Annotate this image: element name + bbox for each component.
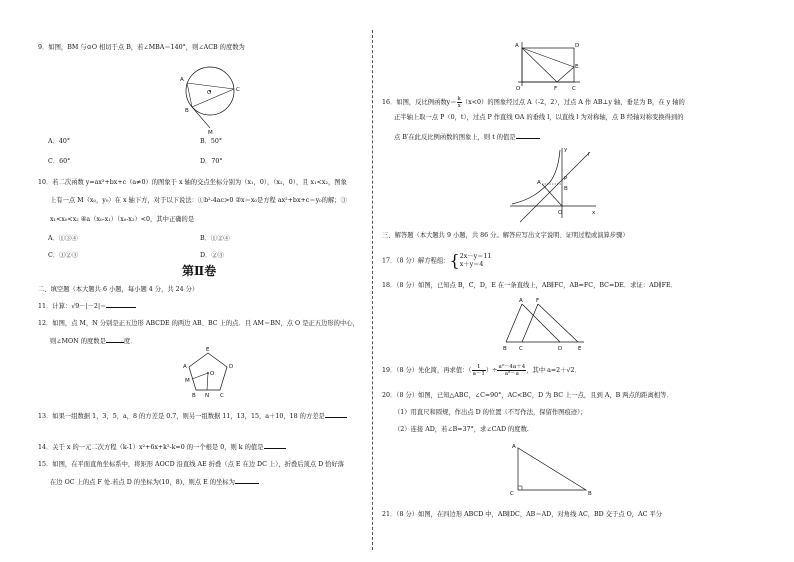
q9-figure bbox=[170, 56, 250, 136]
q9-option-a: A．40° bbox=[48, 138, 71, 145]
q21-text: 21．（8 分）如图，在四边形 ABCD 中，AB∥DC，AB＝AD，对角线 AC，BD 交于点 O，AC 平分 bbox=[382, 511, 663, 518]
column-divider bbox=[372, 30, 373, 550]
q16-fig-label-a: A bbox=[537, 180, 541, 186]
q20-line1: 20．（8 分）如图，已知△ABC，∠C=90°，AC<BC，D 为 BC 上一点，且到 A，B 两点的距离相等． bbox=[382, 392, 673, 399]
q11 bbox=[38, 302, 136, 311]
q17-eq1: 2x－y＝11 bbox=[459, 253, 492, 260]
part2-heading: 二、填空题（本大题共 6 小题，每小题 4 分，共 24 分） bbox=[38, 286, 199, 293]
q9-label-m: M bbox=[208, 130, 213, 136]
fig15-label-o: O bbox=[516, 86, 521, 92]
q19-fraction-2 bbox=[497, 364, 526, 377]
q9-option-c: C．60° bbox=[48, 158, 71, 165]
q16-line3 bbox=[394, 133, 540, 142]
fig15-label-a: A bbox=[515, 43, 519, 49]
fig15-label-c: C bbox=[572, 86, 576, 92]
q12-label-e: E bbox=[206, 347, 210, 353]
q16-frac-num: k bbox=[457, 96, 461, 102]
q14 bbox=[38, 443, 286, 452]
q16-mid: （x<0）的图象经过点 A（-2，2），过点 A 作 AB⊥y 轴，垂足为 B，在 y 轴的 bbox=[461, 99, 685, 106]
q20-figure bbox=[504, 440, 594, 498]
q12-label-a: A bbox=[183, 364, 187, 370]
q16-fig-label-b: B bbox=[564, 186, 568, 192]
q16-fig-label-p: P bbox=[564, 176, 568, 182]
q12-answer-blank bbox=[106, 337, 124, 343]
q12-label-d: D bbox=[229, 364, 234, 370]
q17-pre: 17．（8 分）解方程组： bbox=[382, 257, 450, 265]
q9-stem: 9．如图，BM 与⊙O 相切于点 B，若∠MBA＝140°，则∠ACB 的度数为 bbox=[38, 44, 245, 51]
q12-label-o: O bbox=[210, 371, 215, 377]
q19-f2-num: a²－4a＋4 bbox=[498, 364, 526, 370]
q13-answer-blank bbox=[325, 412, 347, 418]
q12-label-c: C bbox=[220, 393, 224, 399]
q10-option-b: B．①②④ bbox=[200, 235, 230, 242]
q10-line2: 上有一点 M（x₀，y₀）在 x 轴下方，对于以下说法：①b²-4ac>0 ②x＝x₀是方程 ax²+bx+c＝y₀的解；③ bbox=[50, 197, 347, 204]
q16-figure bbox=[506, 146, 598, 222]
fig15-label-e: E bbox=[575, 64, 579, 70]
q16-fig-label-y: y bbox=[564, 147, 568, 153]
q11-answer-blank bbox=[106, 302, 136, 308]
fig15-label-d: D bbox=[575, 43, 580, 49]
q12-line2-tail: 度． bbox=[123, 338, 137, 345]
q18-text: 18．（8 分）如图，已知点 B，C，D，E 在一条直线上，AB∥FC，AB=FC，BC=DE．求证：AD∥FE． bbox=[382, 282, 677, 289]
q9-label-c: C bbox=[236, 87, 240, 93]
q19-fraction-1 bbox=[472, 364, 486, 377]
q19-f2-den: a²－a bbox=[504, 371, 519, 377]
q12-line2-text: 则∠MON 的度数是 bbox=[50, 338, 106, 345]
q9-option-b: B．50° bbox=[200, 138, 223, 145]
q13 bbox=[38, 412, 347, 421]
q11-text: 11．计算：√9－|－2|＝ bbox=[38, 303, 107, 310]
q10-line3: x₁<x₀<x₂ ④a（x₀-x₁）（x₀-x₂）<0，其中正确的是 bbox=[50, 216, 195, 223]
q16-fig-label-l: l bbox=[588, 152, 590, 158]
q12-figure bbox=[180, 346, 240, 404]
q16-answer-blank bbox=[516, 133, 540, 139]
q12-line2 bbox=[50, 337, 136, 346]
q12-label-b: B bbox=[192, 393, 196, 399]
part3-heading: 三、解答题（本大题共 9 小题，共 86 分。解答应写出文字说明、证明过程或演算步骤） bbox=[382, 232, 629, 239]
q16-pre: 16．如图，反比例函数y＝ bbox=[382, 99, 457, 106]
q14-answer-blank bbox=[264, 443, 286, 449]
q18-fig-label-d: D bbox=[558, 346, 563, 352]
q12-line1: 12．如图，点 M，N 分别是正五边形 ABCDE 的两边 AB、BC 上的点．且 AM＝BN，点 O 是正五边形的中心， bbox=[38, 320, 359, 327]
q10-line1: 10．若二次函数 y=ax²+bx+c（a≠0）的图象于 x 轴的交点坐标分别为（x₁，0），（x₂，0），且 x₁<x₂，图象 bbox=[38, 179, 347, 186]
q19-post: ，其中 a=2＋√2． bbox=[526, 367, 581, 374]
q16-fig-label-x: x bbox=[592, 210, 596, 216]
q18-fig-label-a: A bbox=[519, 298, 523, 304]
q20-fig-label-a: A bbox=[512, 444, 516, 450]
q17-system bbox=[460, 253, 492, 269]
q19-f1-den: a－1 bbox=[472, 371, 485, 377]
q16-frac-den: x bbox=[457, 103, 461, 109]
q19-pre: 19．（8 分）先化简，再求值：（ bbox=[382, 367, 472, 374]
q16-line1 bbox=[382, 96, 685, 109]
q14-text: 14．关于 x 的一元二次方程（k-1）x²+6x+k²-k=0 的一个根是 0，则 k 的值是 bbox=[38, 444, 264, 451]
q15-line1: 15．如图，在平面直角坐标系中，将矩形 AOCD 沿直线 AE 折叠（点 E 在边 DC 上），折叠后顶点 D 恰好落 bbox=[38, 461, 345, 468]
q12-label-n: N bbox=[205, 393, 210, 399]
q10-option-a: A．①③④ bbox=[48, 235, 78, 242]
q20-fig-label-c: C bbox=[510, 491, 514, 497]
q10-option-d: D．②③ bbox=[200, 252, 224, 259]
q19-mid: ）÷ bbox=[485, 367, 498, 374]
q20-line2: （1）用直尺和圆规，作出点 D 的位置（不写作法，保留作图痕迹）； bbox=[394, 409, 587, 416]
q18-fig-label-f: F bbox=[536, 298, 540, 304]
fig15-label-f: F bbox=[554, 86, 558, 92]
q18-fig-label-c: C bbox=[519, 346, 523, 352]
q20-fig-label-b: B bbox=[588, 491, 592, 497]
q20-line3: （2）连接 AD，若∠B=37°，求∠CAD 的度数. bbox=[394, 426, 529, 433]
q16-fig-label-o: O bbox=[558, 210, 563, 216]
q19 bbox=[382, 364, 581, 377]
q17 bbox=[382, 253, 491, 269]
q15-line2 bbox=[50, 478, 259, 487]
q13-text: 13．如果一组数据 1，3，5，a，8 的方差是 0.7，则另一组数据 11，13，15，a＋10，18 的方差是 bbox=[38, 413, 325, 420]
q9-label-a: A bbox=[180, 77, 184, 83]
q15-line2-text: 在边 OC 上的点 F 处.若点 D 的坐标为(10，8)，则点 E 的坐标为 bbox=[50, 479, 235, 486]
q9-option-d: D．70° bbox=[200, 158, 223, 165]
q16-line2: 正半轴上取一点 P（0，t），过点 P 作直线 OA 的垂线 l，以直线 l 为对称轴，点 B 经轴对称变换得到的 bbox=[394, 114, 684, 121]
q16-line3-text: 点 B′在此反比例函数的图象上，则 t 的值是 bbox=[394, 134, 516, 141]
q15-figure bbox=[512, 40, 582, 92]
q17-eq2: x＋y＝4 bbox=[459, 261, 484, 268]
q10-option-c: C．①②③ bbox=[48, 252, 79, 259]
q9-label-b: B bbox=[185, 108, 189, 114]
section-title: 第Ⅱ卷 bbox=[182, 264, 217, 278]
q12-label-m: M bbox=[185, 378, 190, 384]
q18-fig-label-b: B bbox=[503, 346, 507, 352]
q19-f1-num: 1 bbox=[472, 364, 486, 371]
q18-fig-label-e: E bbox=[578, 346, 582, 352]
q9-label-o: O bbox=[207, 90, 212, 96]
q17-brace: { bbox=[449, 251, 460, 270]
q15-answer-blank bbox=[235, 478, 259, 484]
q18-figure bbox=[502, 296, 592, 352]
